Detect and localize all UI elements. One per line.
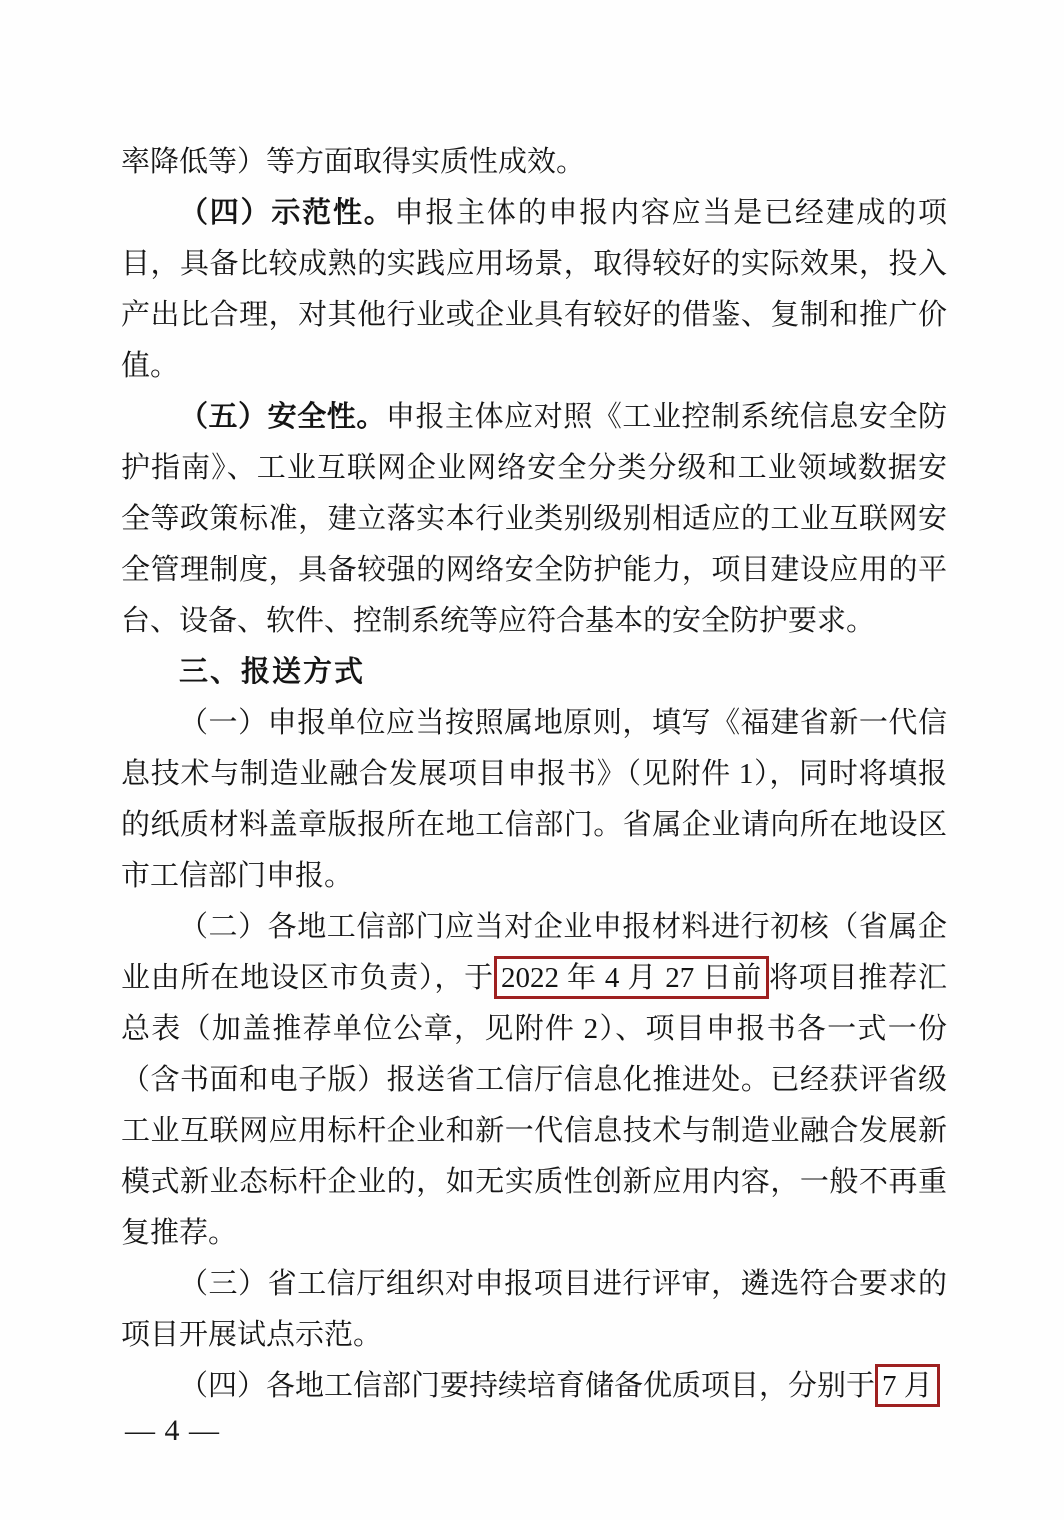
paragraph-criterion-5-security xyxy=(121,392,947,647)
paragraph-submission-item-3 xyxy=(121,1259,947,1361)
paragraph-text: （一）申报单位应当按照属地原则，填写《福建省新一代信息技术与制造业融合发展项目申报书》（见附件 1），同时将填报的纸质材料盖章版报所在地工信部门。省属企业请向所在地设区市工信部门申报。 xyxy=(121,707,947,892)
paragraph-criterion-4-demonstration xyxy=(121,188,947,392)
deadline-date-highlight-box: 2022 年 4 月 27 日前 xyxy=(494,956,769,999)
month-highlight-box: 7 月 xyxy=(875,1364,940,1407)
criterion-4-title: （四）示范性。 xyxy=(179,197,395,229)
criterion-5-title: （五）安全性。 xyxy=(179,401,386,433)
paragraph-text: （三）省工信厅组织对申报项目进行评审，遴选符合要求的项目开展试点示范。 xyxy=(121,1268,947,1351)
paragraph-text: 申报主体应对照《工业控制系统信息安全防护指南》、工业互联网企业网络安全分类分级和工业领域数据安全等政策标准，建立落实本行业类别级别相适应的工业互联网安全管理制度，具备较强的网络安全防护能力，项目建设应用的平台、设备、软件、控制系统等应符合基本的安全防护要求。 xyxy=(121,401,947,637)
paragraph-text: 率降低等）等方面取得实质性成效。 xyxy=(121,146,586,178)
paragraph-text: （二）各地工信部门应当对企业申报材料进行初核（省属企业由所在地设区市负责），于 xyxy=(121,911,947,994)
paragraph-submission-item-1 xyxy=(121,698,947,902)
document-body xyxy=(121,137,947,1412)
page-number: — 4 — xyxy=(125,1414,220,1447)
paragraph-submission-item-2 xyxy=(121,902,947,1259)
paragraph-submission-item-4 xyxy=(121,1361,947,1412)
section-heading-submission-method xyxy=(121,647,947,698)
paragraph-effectiveness-tail xyxy=(121,137,947,188)
paragraph-text: 将项目推荐汇总表（加盖推荐单位公章，见附件 2）、项目申报书各一式一份（含书面和电子版）报送省工信厅信息化推进处。已经获评省级工业互联网应用标杆企业和新一代信息技术与制造业融合发展新模式新业态标杆企业的，如无实质性创新应用内容，一般不再重复推荐。 xyxy=(121,962,947,1249)
paragraph-text: 申报主体的申报内容应当是已经建成的项目，具备比较成熟的实践应用场景，取得较好的实际效果，投入产出比合理，对其他行业或企业具有较好的借鉴、复制和推广价值。 xyxy=(121,197,947,382)
section-heading-text: 三、报送方式 xyxy=(179,656,366,688)
paragraph-text: （四）各地工信部门要持续培育储备优质项目，分别于 xyxy=(179,1370,876,1402)
